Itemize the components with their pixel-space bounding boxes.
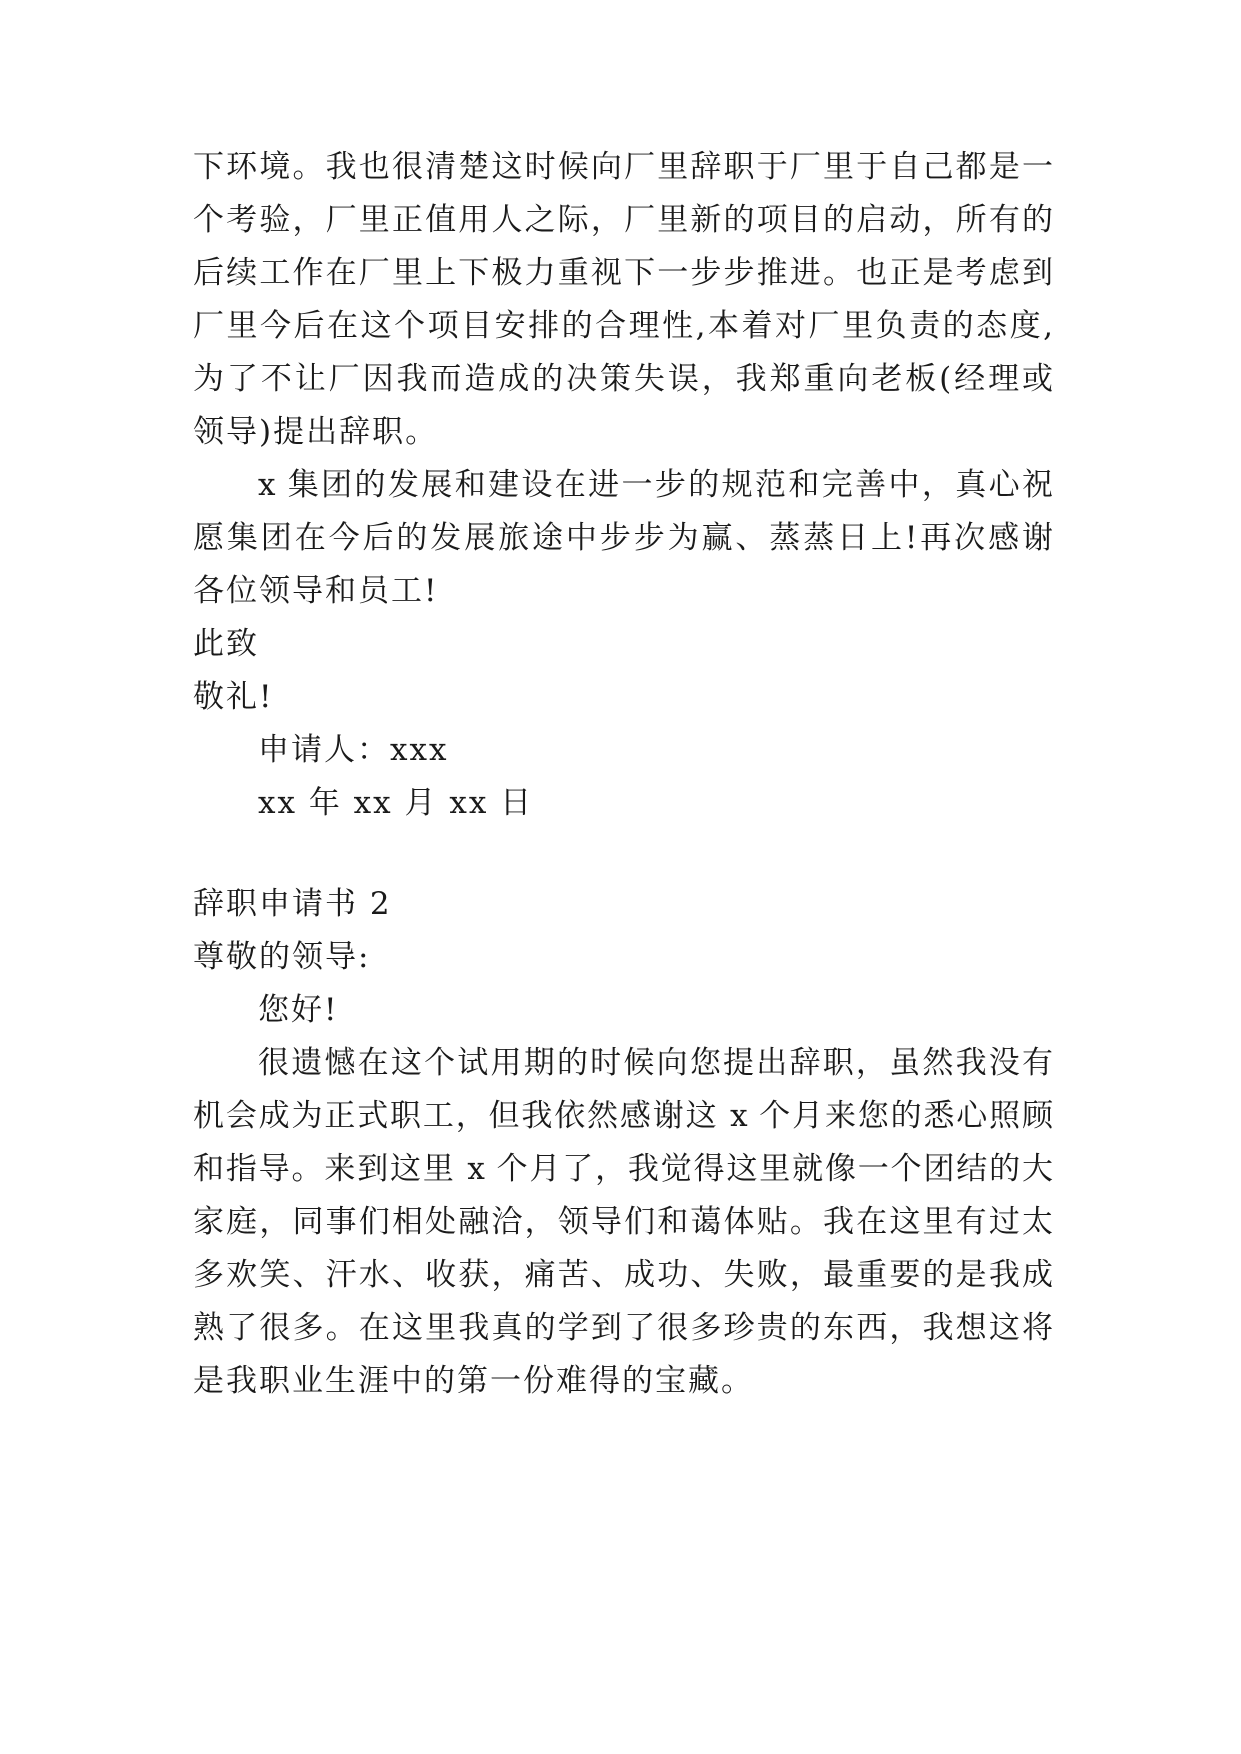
- paragraph-line: 是我职业生涯中的第一份难得的宝藏。: [193, 1363, 754, 1399]
- paragraph-line: 熟了很多。在这里我真的学到了很多珍贵的东西，我想这将: [193, 1310, 1053, 1346]
- closing-regards: 敬礼!: [193, 679, 274, 715]
- letter-addressee: 尊敬的领导:: [193, 939, 371, 975]
- paragraph-line: 领导)提出辞职。: [193, 414, 439, 450]
- letter-title: 辞职申请书 2: [193, 886, 392, 922]
- closing-salutation: 此致: [193, 626, 259, 662]
- paragraph-line: 下环境。我也很清楚这时候向厂里辞职于厂里于自己都是一: [193, 149, 1053, 185]
- applicant-signature: 申请人：xxx: [258, 732, 449, 768]
- paragraph-line: 愿集团在今后的发展旅途中步步为赢、蒸蒸日上!再次感谢: [193, 520, 1053, 556]
- paragraph-line: 厂里今后在这个项目安排的合理性,本着对厂里负责的态度,: [193, 308, 1053, 344]
- paragraph-line: 和指导。来到这里 x 个月了，我觉得这里就像一个团结的大: [193, 1151, 1053, 1187]
- paragraph-line: 机会成为正式职工，但我依然感谢这 x 个月来您的悉心照顾: [193, 1098, 1053, 1134]
- paragraph-line: x 集团的发展和建设在进一步的规范和完善中，真心祝: [258, 467, 1053, 503]
- paragraph-line: 后续工作在厂里上下极力重视下一步步推进。也正是考虑到: [193, 255, 1053, 291]
- paragraph-line: 为了不让厂因我而造成的决策失误，我郑重向老板(经理或: [193, 361, 1053, 397]
- letter-greeting: 您好!: [258, 992, 339, 1028]
- paragraph-line: 家庭，同事们相处融洽，领导们和蔼体贴。我在这里有过太: [193, 1204, 1053, 1240]
- paragraph-line: 个考验，厂里正值用人之际，厂里新的项目的启动，所有的: [193, 202, 1053, 238]
- paragraph-line: 很遗憾在这个试用期的时候向您提出辞职，虽然我没有: [258, 1045, 1053, 1081]
- paragraph-line: 多欢笑、汗水、收获，痛苦、成功、失败，最重要的是我成: [193, 1257, 1053, 1293]
- paragraph-line: 各位领导和员工!: [193, 573, 439, 609]
- signature-date: xx 年 xx 月 xx 日: [258, 785, 534, 821]
